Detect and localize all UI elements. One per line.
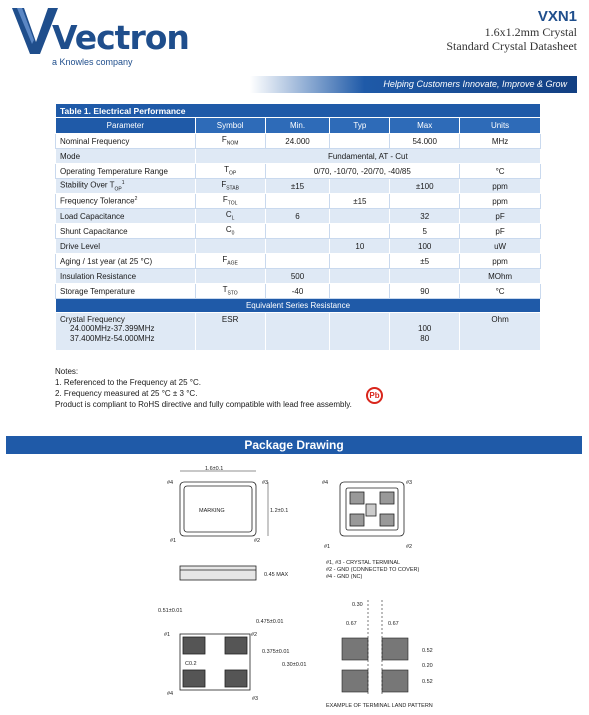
col-header: Max bbox=[390, 118, 460, 134]
pin-label: #4 bbox=[167, 691, 174, 697]
param-cell: Operating Temperature Range bbox=[56, 164, 196, 179]
land-dim: 0.52 bbox=[422, 648, 433, 654]
col-header: Typ bbox=[330, 118, 390, 134]
table-title: Table 1. Electrical Performance bbox=[56, 104, 541, 118]
pin-label: #4 bbox=[322, 480, 329, 486]
table-row bbox=[56, 164, 541, 179]
max-cell: 54.000 bbox=[390, 134, 460, 149]
param-cell: Insulation Resistance bbox=[56, 269, 196, 284]
pin-label: #1 bbox=[164, 632, 171, 638]
col-header: Symbol bbox=[195, 118, 265, 134]
units-cell: pF bbox=[460, 224, 541, 239]
product-subtitle: 1.6x1.2mm Crystal bbox=[484, 25, 577, 39]
param-cell: Frequency Tolerance$^2$ bbox=[56, 194, 196, 209]
part-number: VXN1 bbox=[537, 8, 577, 25]
pin-label: #1 bbox=[170, 538, 177, 544]
package-drawing bbox=[0, 460, 589, 715]
merged-value-cell: Fundamental, AT - Cut bbox=[195, 149, 540, 164]
typ-cell bbox=[330, 284, 390, 299]
package-drawing-title: Package Drawing bbox=[6, 436, 582, 454]
symbol-cell: $F_{NOM}$ bbox=[195, 134, 265, 149]
typ-cell bbox=[330, 313, 390, 351]
col-header: Units bbox=[460, 118, 541, 134]
units-cell: Ohm bbox=[460, 313, 541, 351]
typ-cell bbox=[330, 134, 390, 149]
min-cell bbox=[265, 239, 330, 254]
marking-label: MARKING bbox=[199, 508, 225, 514]
min-cell: 6 bbox=[265, 209, 330, 224]
max-cell bbox=[390, 269, 460, 284]
symbol-cell: $F_{TOL}$ bbox=[195, 194, 265, 209]
pin-label: #2 bbox=[251, 632, 258, 638]
col-header: Parameter bbox=[56, 118, 196, 134]
pin-legend-item: #2 - GND (CONNECTED TO COVER) bbox=[326, 567, 420, 573]
table-row bbox=[56, 194, 541, 209]
units-cell: ppm bbox=[460, 194, 541, 209]
units-cell: ppm bbox=[460, 179, 541, 194]
side-view bbox=[180, 566, 256, 580]
table-row bbox=[56, 134, 541, 149]
dim-pad-width: 0.51±0.01 bbox=[158, 608, 183, 614]
notes-block bbox=[55, 366, 352, 410]
table-row bbox=[56, 224, 541, 239]
pin-label: #4 bbox=[167, 480, 174, 486]
max-cell: 32 bbox=[390, 209, 460, 224]
max-cell bbox=[390, 194, 460, 209]
symbol-cell: $F_{AGE}$ bbox=[195, 254, 265, 269]
logo-wordmark: Vectron bbox=[52, 18, 189, 57]
max-cell: 90 bbox=[390, 284, 460, 299]
min-cell: ±15 bbox=[265, 179, 330, 194]
land-dim: 0.30 bbox=[352, 602, 363, 608]
param-cell: Shunt Capacitance bbox=[56, 224, 196, 239]
vectron-logo bbox=[12, 8, 189, 68]
logo-subtitle: a Knowles company bbox=[52, 57, 133, 67]
min-cell: -40 bbox=[265, 284, 330, 299]
symbol-cell: $T_{OP}$ bbox=[195, 164, 265, 179]
tagline-banner: Helping Customers Innovate, Improve & Grow bbox=[250, 76, 577, 93]
esr-section-title: Equivalent Series Resistance bbox=[56, 299, 541, 313]
freq-range: 37.400MHz-54.000MHz bbox=[70, 334, 155, 343]
typ-cell bbox=[330, 269, 390, 284]
max-cell: ±5 bbox=[390, 254, 460, 269]
param-cell: Stability Over $T_{OP}^1$ bbox=[56, 179, 196, 194]
max-cell: ±100 bbox=[390, 179, 460, 194]
dim-height: 1.2±0.1 bbox=[270, 508, 289, 514]
note-item: Product is compliant to RoHS directive and fully compatible with lead free assembly. bbox=[55, 400, 352, 409]
note-item: 1. Referenced to the Frequency at 25 °C. bbox=[55, 378, 201, 387]
dim-pad-pitch: 0.475±0.01 bbox=[256, 619, 284, 625]
units-cell: pF bbox=[460, 209, 541, 224]
land-pattern-caption: EXAMPLE OF TERMINAL LAND PATTERN bbox=[326, 703, 433, 709]
min-cell bbox=[265, 194, 330, 209]
land-dim: 0.67 bbox=[346, 621, 357, 627]
symbol-cell: $C_L$ bbox=[195, 209, 265, 224]
units-cell: MOhm bbox=[460, 269, 541, 284]
typ-cell bbox=[330, 209, 390, 224]
dim-pad-gap: 0.30±0.01 bbox=[282, 662, 307, 668]
units-cell: MHz bbox=[460, 134, 541, 149]
min-cell: 500 bbox=[265, 269, 330, 284]
dim-width: 1.6±0.1 bbox=[205, 466, 224, 472]
min-cell bbox=[265, 224, 330, 239]
units-cell: uW bbox=[460, 239, 541, 254]
symbol-cell: $T_{STO}$ bbox=[195, 284, 265, 299]
typ-cell bbox=[330, 254, 390, 269]
pin-label: #2 bbox=[254, 538, 261, 544]
param-cell: Crystal Frequency 24.000MHz-37.399MHz 37.400MHz-54.000MHz bbox=[56, 313, 196, 351]
pin-label: #3 bbox=[262, 480, 269, 486]
units-cell: °C bbox=[460, 284, 541, 299]
table-header-row bbox=[56, 118, 541, 134]
table-row bbox=[56, 269, 541, 284]
land-pattern bbox=[342, 600, 408, 696]
table-row bbox=[56, 239, 541, 254]
param-cell: Storage Temperature bbox=[56, 284, 196, 299]
top-view bbox=[180, 471, 268, 536]
dim-thickness: 0.45 MAX bbox=[264, 572, 289, 578]
pin-label: #1 bbox=[324, 544, 331, 550]
min-cell bbox=[265, 313, 330, 351]
symbol-cell: $F_{STAB}$ bbox=[195, 179, 265, 194]
max-cell: 100 bbox=[390, 239, 460, 254]
pin-label: #3 bbox=[406, 480, 413, 486]
pin-layout-view bbox=[340, 482, 404, 536]
typ-cell: 10 bbox=[330, 239, 390, 254]
header-titles bbox=[446, 8, 577, 53]
dim-pad-height: 0.375±0.01 bbox=[262, 649, 290, 655]
min-cell: 24.000 bbox=[265, 134, 330, 149]
table-row bbox=[56, 284, 541, 299]
land-dim: 0.67 bbox=[388, 621, 399, 627]
notes-title: Notes: bbox=[55, 367, 79, 376]
freq-range: 24.000MHz-37.399MHz bbox=[70, 324, 155, 333]
land-dim: 0.20 bbox=[422, 663, 433, 669]
table-row bbox=[56, 313, 541, 351]
units-cell: ppm bbox=[460, 254, 541, 269]
table-row bbox=[56, 254, 541, 269]
param-cell: Drive Level bbox=[56, 239, 196, 254]
table-row bbox=[56, 149, 541, 164]
param-cell: Mode bbox=[56, 149, 196, 164]
electrical-performance-table bbox=[55, 103, 541, 351]
pin-label: #2 bbox=[406, 544, 413, 550]
param-cell: Load Capacitance bbox=[56, 209, 196, 224]
symbol-cell: ESR bbox=[195, 313, 265, 351]
units-cell: °C bbox=[460, 164, 541, 179]
pin-label: #3 bbox=[252, 696, 259, 702]
min-cell bbox=[265, 254, 330, 269]
table-row bbox=[56, 179, 541, 194]
max-cell: 5 bbox=[390, 224, 460, 239]
max-cell: 100 80 bbox=[390, 313, 460, 351]
typ-cell bbox=[330, 224, 390, 239]
typ-cell: ±15 bbox=[330, 194, 390, 209]
pin-legend-item: #1, #3 - CRYSTAL TERMINAL bbox=[326, 560, 401, 566]
note-item: 2. Frequency measured at 25 °C ± 3 °C. bbox=[55, 389, 198, 398]
col-header: Min. bbox=[265, 118, 330, 134]
typ-cell bbox=[330, 179, 390, 194]
param-cell: Aging / 1st year (at 25 °C) bbox=[56, 254, 196, 269]
land-dim: 0.52 bbox=[422, 679, 433, 685]
merged-value-cell: 0/70, -10/70, -20/70, -40/85 bbox=[265, 164, 460, 179]
datasheet-subtitle: Standard Crystal Datasheet bbox=[446, 39, 577, 53]
table-row bbox=[56, 209, 541, 224]
lead-free-icon: Pb bbox=[366, 387, 383, 404]
symbol-cell: $C_0$ bbox=[195, 224, 265, 239]
pin-legend-item: #4 - GND (NC) bbox=[326, 574, 363, 580]
symbol-cell bbox=[195, 239, 265, 254]
chamfer-label: C0.2 bbox=[185, 661, 197, 667]
symbol-cell bbox=[195, 269, 265, 284]
param-cell: Nominal Frequency bbox=[56, 134, 196, 149]
